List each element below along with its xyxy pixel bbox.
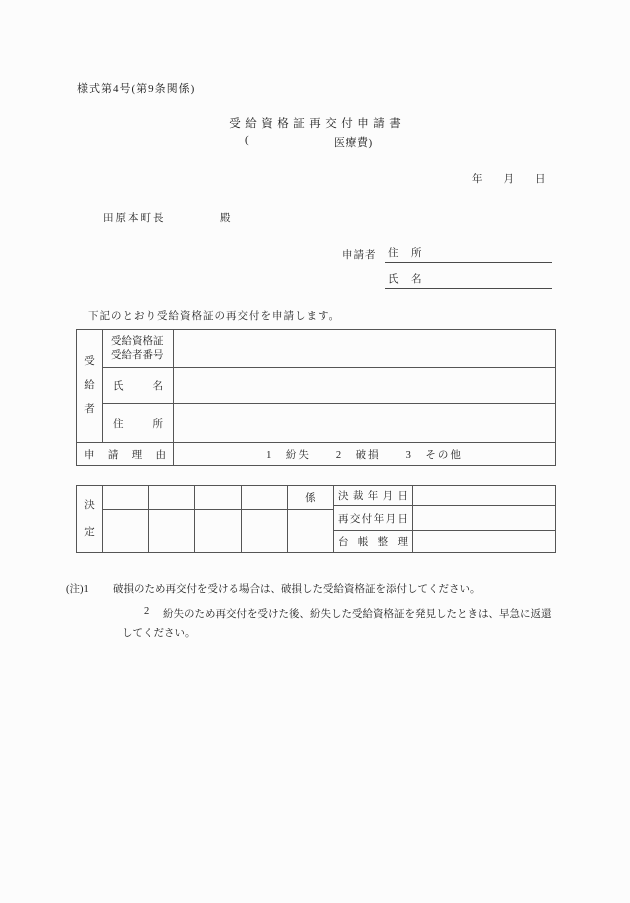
table-row — [334, 506, 555, 531]
reason-options: 1 紛失 2 破損 3 その他 — [266, 450, 463, 461]
table-row — [103, 330, 555, 368]
note-2-continuation — [122, 625, 196, 640]
stamp-column — [149, 486, 195, 552]
form-subtitle-label: 医療費) — [334, 137, 373, 149]
form-subtitle-paren: ( — [245, 134, 249, 146]
recipient-group-label: 受給者 — [84, 356, 95, 415]
recipient-address-label: 住所 — [113, 418, 163, 430]
reason-label: 申請理由 — [84, 450, 166, 461]
applicant-name-field — [385, 271, 552, 289]
recipient-number-label-cell — [103, 330, 174, 367]
decision-group-label: 決定 — [84, 500, 95, 538]
note-2-text: 紛失のため再交付を受けた後、紛失した受給資格証を発見したときは、早急に返還 — [163, 609, 552, 620]
ledger-label: 台帳整理 — [338, 537, 408, 548]
recipient-table — [76, 329, 556, 466]
stamp-header-cell — [242, 486, 287, 510]
note-2-continuation-text: してください。 — [122, 628, 196, 639]
address-label: 住 所 — [388, 248, 423, 259]
reason-label-cell — [77, 443, 174, 466]
addressee-name: 田原本町長 — [103, 213, 166, 224]
table-row — [334, 486, 555, 506]
decision-group-cell — [77, 486, 103, 552]
applicant-address-field — [385, 245, 552, 263]
decision-detail-area — [334, 486, 555, 552]
recipient-name-value-cell — [174, 368, 555, 403]
stamp-column-clerk — [288, 486, 333, 552]
stamp-column — [103, 486, 149, 552]
stamp-column — [195, 486, 241, 552]
recipient-name-label: 氏名 — [113, 381, 163, 392]
reissue-date-value-cell — [413, 506, 555, 530]
form-number: 様式第4号(第9条関係) — [77, 83, 196, 95]
name-label: 氏 名 — [388, 274, 423, 285]
recipient-name-label-cell — [103, 368, 174, 403]
table-row — [334, 531, 555, 552]
decision-table — [76, 485, 556, 553]
recipient-group-cell — [77, 330, 103, 442]
table-row — [103, 368, 555, 404]
stamp-header-cell — [149, 486, 194, 510]
ledger-label-cell — [334, 531, 413, 552]
note-1 — [66, 581, 481, 596]
approval-date-value-cell — [413, 486, 555, 505]
note-2 — [144, 606, 552, 621]
clerk-label: 係 — [288, 486, 333, 510]
note-2-prefix: 2 — [144, 606, 150, 617]
reissue-date-label: 再交付年月日 — [338, 513, 408, 525]
stamp-header-cell — [103, 486, 148, 510]
stamp-header-cell — [195, 486, 240, 510]
recipient-address-label-cell — [103, 404, 174, 442]
intro-sentence: 下記のとおり受給資格証の再交付を申請します。 — [88, 311, 341, 322]
approval-stamp-area — [103, 486, 334, 552]
recipient-number-label-line2: 受給者番号 — [111, 349, 164, 361]
note-1-text: 破損のため再交付を受ける場合は、破損した受給資格証を添付してください。 — [113, 584, 481, 595]
recipient-address-value-cell — [174, 404, 555, 442]
recipient-number-label-line1: 受給資格証 — [111, 335, 164, 347]
approval-date-label-cell — [334, 486, 413, 505]
note-1-prefix: (注)1 — [66, 584, 89, 595]
approval-date-label: 決裁年月日 — [338, 491, 408, 502]
form-title: 受給資格証再交付申請書 — [229, 118, 406, 130]
recipient-number-value-cell — [174, 330, 555, 367]
addressee-honorific: 殿 — [220, 213, 231, 224]
ledger-value-cell — [413, 531, 555, 552]
stamp-column — [242, 486, 288, 552]
applicant-label: 申請者 — [342, 250, 377, 261]
table-row — [77, 442, 555, 466]
table-row — [103, 404, 555, 442]
date-placeholder: 年 月 日 — [472, 174, 546, 185]
reissue-date-label-cell — [334, 506, 413, 530]
